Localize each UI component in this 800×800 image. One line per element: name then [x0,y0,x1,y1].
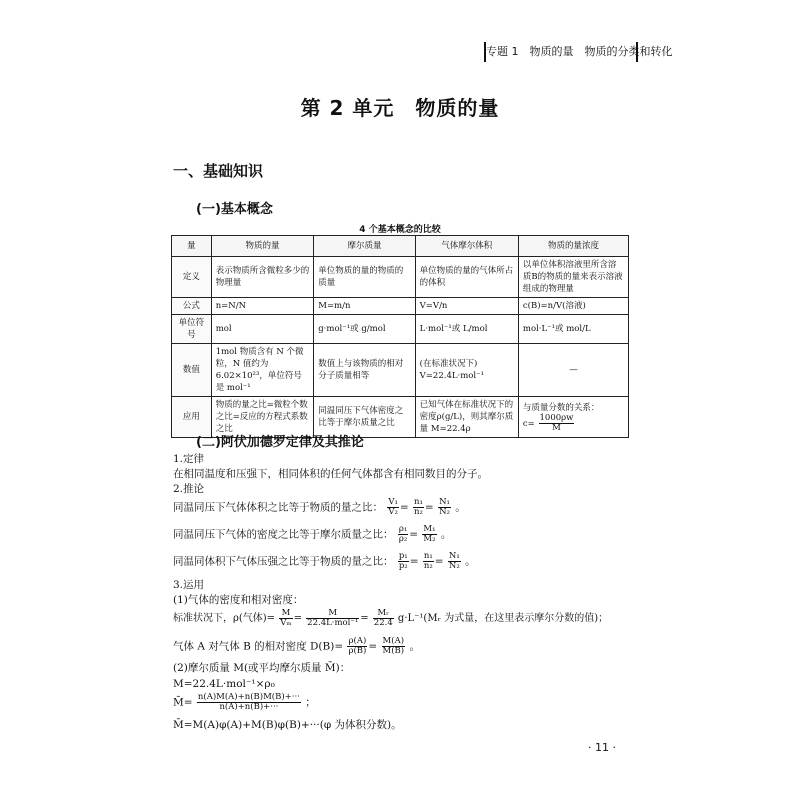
table-row [172,257,629,298]
table-cell: (在标准状况下) V=22.4L·mol⁻¹ [415,344,518,397]
fraction-numerator: n(A)M(A)+n(B)M(B)+··· [197,692,300,702]
subsection-heading-avogadro: (二)阿伏加德罗定律及其推论 [196,435,364,450]
fraction [448,552,461,571]
table-cell: 1mol 物质含有 N 个微粒，N 值约为 6.02×10²³，单位符号是 mol⁻¹ [211,344,314,397]
fraction [347,637,367,656]
sentence-end: 。 [440,528,452,541]
table-row [172,298,629,315]
fraction-numerator: M(A) [382,636,405,646]
fraction-denominator: ρ₂ [398,534,408,544]
fraction-numerator: N₁ [448,551,460,561]
table-header-row [172,236,629,257]
fraction [438,498,451,517]
volume-fraction-formula: M̄=M(A)φ(A)+M(B)φ(B)+···(φ 为体积分数)。 [173,719,402,731]
table-cell: 单位物质的量的气体所占的体积 [415,257,518,298]
law-title: 1.定律 [173,453,205,465]
sentence-end: 。 [465,555,476,568]
fraction-denominator: M₂ [423,534,436,544]
fraction [382,637,406,656]
table-cell: g·mol⁻¹或 g/mol [314,315,415,344]
fraction [279,609,292,628]
fraction [539,414,575,433]
fraction-denominator: M [552,422,561,433]
fraction-denominator: ρ(B) [348,646,367,656]
table-cell: 已知气体在标准状况下的密度ρ(g/L)，则其摩尔质量 M=22.4ρ [415,397,518,438]
corollary-1: 同温同压下气体体积之比等于物质的量之比： $\frac{\text{V₁}}{\text{V₂}}$ = $\frac{\text{n₁}}{\text{n₂}}$ = $\frac{\text{N₁}}{\text{N₂}}$ 。 [173,497,466,517]
unit-title: 第 2 单元 物质的量 [300,96,500,120]
table-row-header: 定义 [172,257,212,298]
fraction-denominator: V₂ [388,507,398,517]
subsection-heading-basic-concepts: (一)基本概念 [196,202,273,217]
fraction-numerator: n₁ [414,497,423,507]
standard-density-line: 标准状况下，ρ(气体)= $\frac{M}{\text{Vₘ}}$ = $\frac{M}{\text{22.4L·mol⁻¹}}$ = $\frac{\text{Mᵣ}}{22.4}$ g·L⁻¹(Mᵣ 为式量，在这里表示摩尔分数的值)； [173,608,609,628]
fraction-numerator: Mᵣ [373,609,394,619]
corollary-text: 同温同压下气体的密度之比等于摩尔质量之比： [173,528,394,541]
fraction [373,609,394,628]
table-header-cell: 物质的量浓度 [518,236,628,257]
corollary-title: 2.推论 [173,483,205,495]
fraction-denominator: M(B) [382,646,405,656]
table-header-cell: 摩尔质量 [314,236,415,257]
table-cell: mol [211,315,314,344]
fraction-numerator: ρ₁ [398,524,408,534]
fraction-numerator: 1000ρw [539,412,574,423]
fraction [306,609,359,628]
corollary-text: 同温同压下气体体积之比等于物质的量之比： [173,501,383,514]
table-cell: 表示物质所含微粒多少的物理量 [211,257,314,298]
concepts-table [171,235,629,438]
table-cell: 数值上与该物质的相对分子质量相等 [314,344,415,397]
table-cell: — [518,344,628,397]
table-cell: L·mol⁻¹或 L/mol [415,315,518,344]
fraction-denominator: Vₘ [280,618,292,628]
fraction-numerator: ρ(A) [348,636,367,646]
formula-start: 气体 A 对气体 B 的相对密度 D(B)= [173,640,344,653]
table-row-header: 数值 [172,344,212,397]
fraction [197,693,301,712]
fraction-numerator: n₁ [423,551,433,561]
fraction-numerator: M [306,609,359,619]
relative-density-line: 气体 A 对气体 B 的相对密度 D(B)= $\frac{\rho(A)}{\rho(B)}$ = $\frac{M(A)}{M(B)}$ 。 [173,636,420,656]
table-caption: 4 个基本概念的比较 [359,225,441,235]
table-cell: 以单位体积溶液里所含溶质B的物质的量来表示溶液组成的物理量 [518,257,628,298]
fraction-denominator: n(A)+n(B)+··· [219,702,279,712]
table-cell: M=m/n [314,298,415,315]
table-header-cell: 量 [172,236,212,257]
fraction-numerator: M₁ [423,524,436,534]
fraction-denominator: n₂ [414,507,423,517]
mass-fraction-label: 与质量分数的关系： [522,402,600,413]
application-molar-mass: (2)摩尔质量 M(或平均摩尔质量 M̄)： [173,662,351,674]
formula-start: M̄= [173,696,193,709]
corollary-text: 同温同体积下气体压强之比等于物质的量之比： [173,555,394,568]
formula-lhs: c= [522,418,535,429]
fraction-denominator: p₂ [398,561,408,571]
table-cell: 同温同压下气体密度之比等于摩尔质量之比 [314,397,415,438]
formula-start: 标准状况下，ρ(气体)= [173,613,276,624]
formula-end: ； [305,696,316,709]
table-header-cell: 气体摩尔体积 [415,236,518,257]
table-row [172,344,629,397]
molar-mass-formula: M=22.4L·mol⁻¹×ρ₀ [173,678,275,690]
table-row-header: 公式 [172,298,212,315]
corollary-2: 同温同压下气体的密度之比等于摩尔质量之比： $\frac{\text{ρ₁}}{\text{ρ₂}}$ = $\frac{\text{M₁}}{\text{M₂}}$ 。 [173,524,452,544]
law-text: 在相同温度和压强下，相同体积的任何气体都含有相同数目的分子。 [173,468,488,480]
table-cell: c(B)=n/V(溶液) [518,298,628,315]
fraction-numerator: p₁ [398,551,408,561]
table-cell: 单位物质的量的物质的质量 [314,257,415,298]
corollary-3: 同温同体积下气体压强之比等于物质的量之比： $\frac{\text{p₁}}{\text{p₂}}$ = $\frac{\text{n₁}}{\text{n₂}}$ = $\frac{\text{N₁}}{\text{N₂}}$ 。 [173,551,476,571]
application-title: 3.运用 [173,579,205,591]
concentration-formula [523,414,624,433]
fraction [422,525,436,544]
fraction-numerator: V₁ [388,497,398,507]
fraction-denominator: N₂ [448,561,460,571]
fraction-numerator: N₁ [439,497,450,507]
fraction [423,552,434,571]
fraction [387,498,399,517]
table-cell: V=V/n [415,298,518,315]
table-cell: n=N/N [211,298,314,315]
running-head: 专题 1 物质的量 物质的分类和转化 [484,42,638,62]
fraction-denominator: 22.4 [373,618,393,628]
table-row-header: 单位符号 [172,315,212,344]
fraction-denominator: 22.4L·mol⁻¹ [307,618,359,628]
application-density: (1)气体的密度和相对密度： [173,594,304,606]
fraction [413,498,424,517]
average-molar-mass-formula [173,693,316,712]
sentence-end: 。 [409,640,420,653]
fraction-numerator: M [279,609,292,619]
formula-end: g·L⁻¹(Mᵣ 为式量，在这里表示摩尔分数的值)； [397,613,609,624]
page-number: · 11 · [588,741,616,754]
table-header-cell: 物质的量 [211,236,314,257]
fraction-denominator: N₂ [439,507,450,517]
table-cell: 物质的量之比=微粒个数之比=反应的方程式系数之比 [211,397,314,438]
fraction [398,525,408,544]
fraction [398,552,409,571]
table-row-header: 应用 [172,397,212,438]
table-cell: mol·L⁻¹或 mol/L [518,315,628,344]
table-cell [518,397,628,438]
sentence-end: 。 [455,501,466,514]
section-heading: 一、基础知识 [173,162,264,180]
fraction-denominator: n₂ [423,561,433,571]
table-row [172,315,629,344]
